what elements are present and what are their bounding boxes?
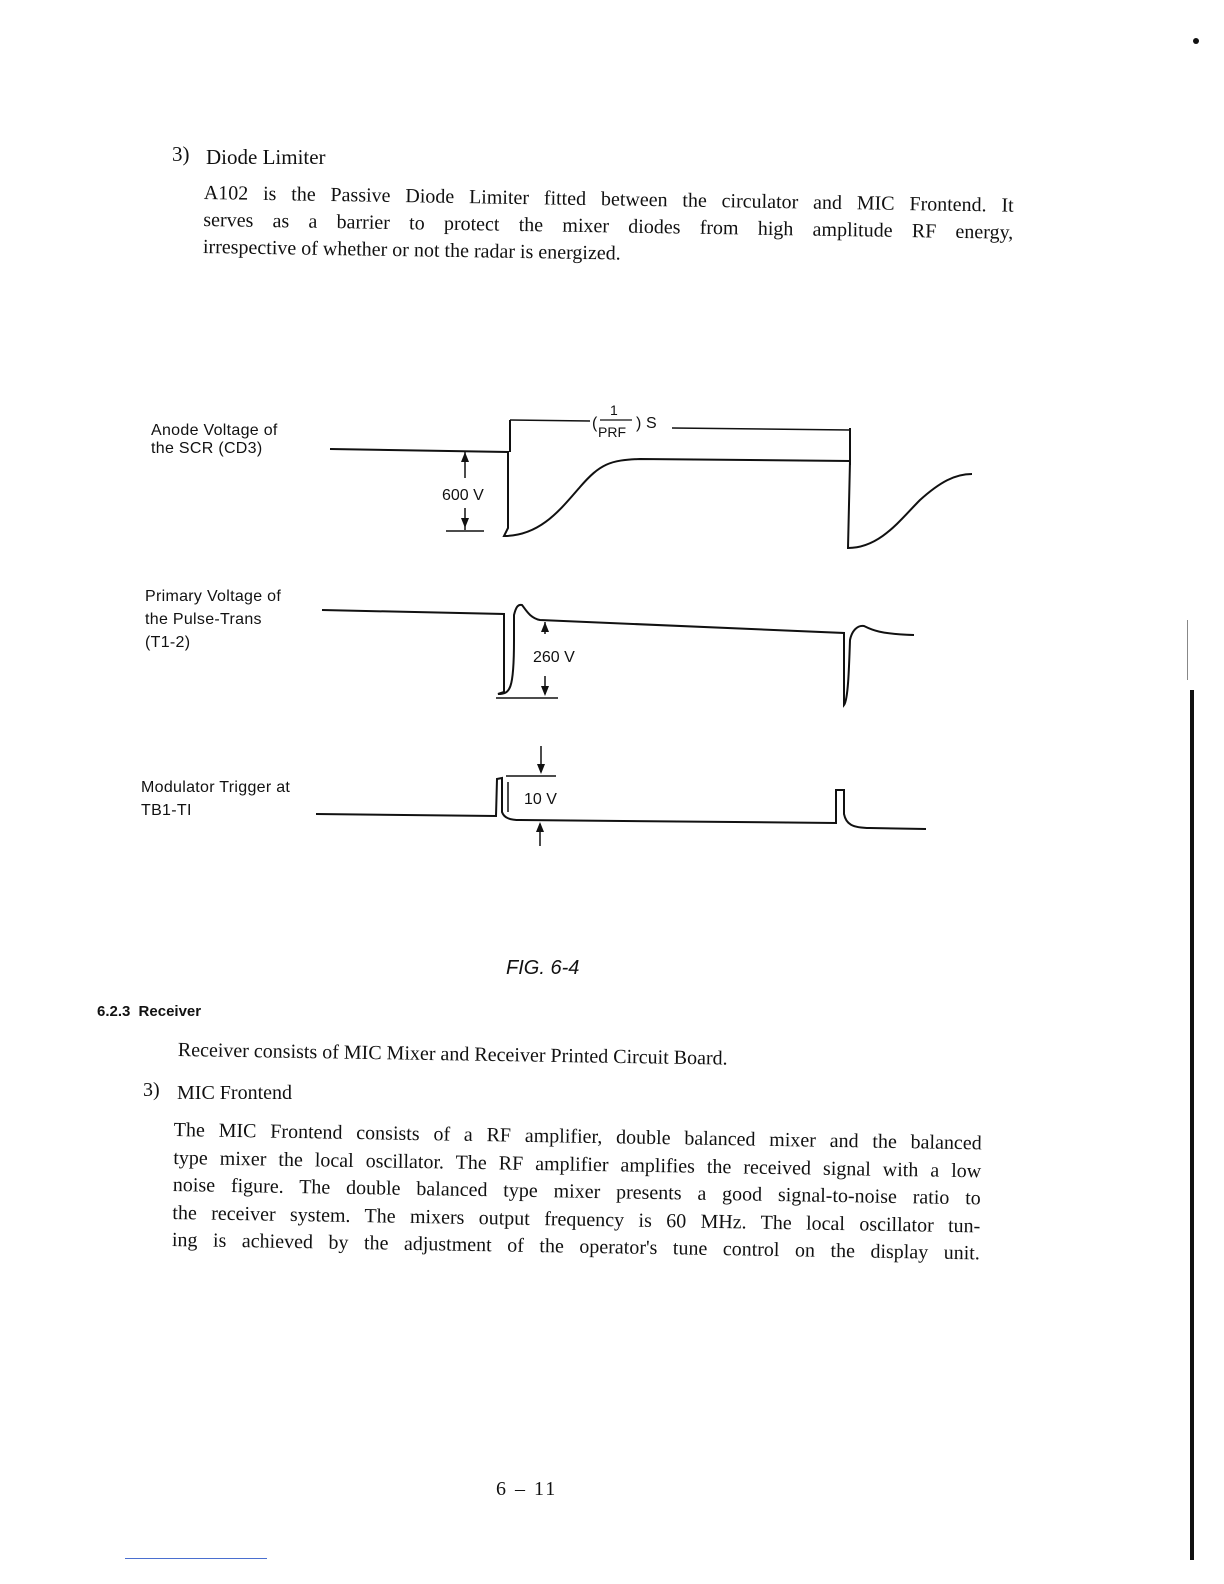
trigger-waveform [316, 778, 926, 829]
prf-close-paren: ) [636, 415, 642, 432]
label-line: the Pulse-Trans [145, 611, 262, 628]
v260-arrowhead-down [541, 686, 549, 696]
prf-unit: S [646, 415, 657, 432]
footnote-rule [125, 1558, 267, 1559]
v600-label: 600 V [442, 487, 484, 504]
label-line: TB1-TI [141, 802, 192, 819]
paragraph-line: A102 is the Passive Diode Limiter fitted between the circulator and MIC Frontend. It [203, 181, 1014, 217]
v10-label: 10 V [524, 791, 557, 808]
paragraph-line: ing is achieved by the adjustment of the operator's tune control on the display unit. [171, 1228, 981, 1265]
label-line: Modulator Trigger at [141, 779, 291, 796]
paragraph-line: type mixer the local oscillator. The RF amplifier amplifies the received signal with a low [173, 1146, 982, 1182]
v600-arrowhead-up [461, 452, 469, 462]
primary-waveform [322, 605, 914, 705]
figure-caption: FIG. 6-4 [506, 957, 580, 979]
diode-limiter-number: 3) [172, 142, 190, 166]
receiver-intro: Receiver consists of MIC Mixer and Receiver Printed Circuit Board. [177, 1039, 728, 1070]
label-line: Anode Voltage of [151, 422, 278, 439]
label-line: Primary Voltage of [145, 588, 282, 605]
page-number: 6 – 11 [496, 1478, 558, 1500]
mic-frontend-paragraph [172, 1117, 982, 1268]
prf-numerator: 1 [610, 402, 618, 418]
v10-arrowhead-down [537, 764, 545, 774]
receiver-section-number: 6.2.3 [97, 1003, 131, 1020]
paragraph-line: the receiver system. The mixers output frequency is 60 MHz. The local oscillator tun- [172, 1201, 981, 1237]
paragraph-line: noise figure. The double balanced type mixer presents a good signal-to-noise ratio to [172, 1173, 981, 1210]
label-line: (T1-2) [145, 634, 191, 651]
prf-arrow-left [510, 420, 590, 421]
scan-edge-line-thin [1187, 620, 1188, 680]
prf-denominator: PRF [598, 424, 626, 440]
prf-arrow-right [672, 428, 850, 430]
prf-open-paren: ( [592, 415, 598, 432]
v260-label: 260 V [533, 649, 575, 666]
label-line: the SCR (CD3) [151, 440, 263, 457]
diode-limiter-title: Diode Limiter [206, 145, 326, 169]
mic-frontend-number: 3) [143, 1079, 160, 1101]
v10-arrowhead-up [536, 822, 544, 832]
scan-dot [1193, 38, 1199, 44]
paragraph-line: serves as a barrier to protect the mixer diodes from high amplitude RF energy, [203, 208, 1014, 244]
scan-edge-line [1190, 690, 1194, 1560]
receiver-section-title: Receiver [138, 1003, 202, 1020]
v260-arrowhead-up [541, 622, 549, 632]
paragraph-line: The MIC Frontend consists of a RF amplifier, double balanced mixer and the balanced [173, 1118, 982, 1155]
receiver-section-heading [97, 1003, 201, 1020]
anode-waveform [330, 449, 972, 548]
mic-frontend-title: MIC Frontend [177, 1082, 292, 1104]
v600-arrowhead-down [461, 518, 469, 528]
paragraph-line: irrespective of whether or not the radar is energized. [202, 235, 621, 265]
